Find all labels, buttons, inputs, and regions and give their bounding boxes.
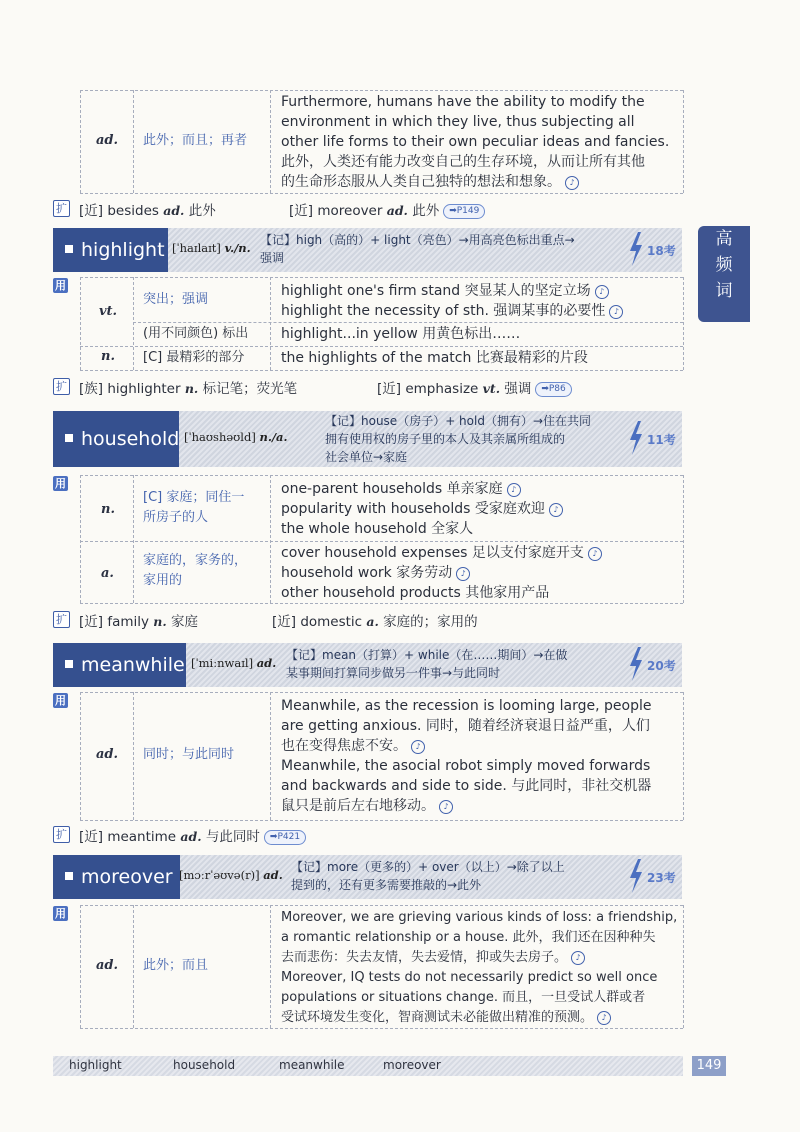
extension-item: [近] moreover ad. 此外 ➡P149 (289, 199, 485, 219)
headword: highlight (53, 228, 168, 272)
phonetic: [mɔːrˈəʊvə(r)] ad. (179, 868, 283, 882)
example-block (281, 92, 669, 192)
pos-label: ad. (96, 747, 119, 762)
entry-header-moreover (53, 855, 682, 899)
usage-icon: 用 (55, 907, 66, 920)
definition: (用不同颜色) 标出 (143, 326, 249, 341)
example-block: cover household expenses 足以支付家庭开支 ♪ household work 家务劳动 ♪ other household products 其他家用产品 (281, 543, 602, 603)
audio-icon[interactable]: ♪ (439, 800, 453, 814)
definition: 突出；强调 (143, 292, 209, 307)
audio-icon[interactable]: ♪ (549, 503, 563, 517)
definition: 同时；与此同时 (143, 747, 235, 762)
definition: [C] 最精彩的部分 (143, 350, 245, 365)
page-reference[interactable]: ➡P149 (443, 204, 485, 219)
side-tab-char: 高 (715, 229, 733, 249)
audio-icon[interactable]: ♪ (588, 547, 602, 561)
exam-frequency: 18考 (647, 244, 676, 258)
footer-word[interactable]: household (173, 1058, 236, 1072)
audio-icon[interactable]: ♪ (571, 951, 585, 965)
memory-tip: 【记】house（房子）+ hold（拥有）→住在共同 拥有使用权的房子里的本人及其亲属所组成的 社会单位→家庭 (325, 414, 592, 464)
pos-label: vt. (99, 304, 118, 319)
example-line: Furthermore, humans have the ability to modify the (281, 94, 645, 110)
audio-icon[interactable]: ♪ (565, 176, 579, 190)
exam-frequency: 23考 (647, 871, 676, 885)
pos-label: n. (101, 349, 115, 364)
audio-icon[interactable]: ♪ (597, 1011, 611, 1025)
lightning-icon (628, 232, 644, 266)
pos-label: ad. (96, 133, 119, 148)
page-reference[interactable]: ➡P86 (535, 382, 571, 397)
audio-icon[interactable]: ♪ (507, 483, 521, 497)
extension-item: [近] family n. 家庭 (79, 614, 199, 630)
extension-item: [近] besides ad. 此外 (79, 203, 216, 219)
phonetic: [ˈhaɪlaɪt] v./n. (172, 241, 251, 255)
example-line: 此外，人类还有能力改变自己的生存环境，从而让所有其他 (281, 154, 645, 170)
footer-word[interactable]: meanwhile (279, 1058, 345, 1072)
page-reference[interactable]: ➡P421 (264, 830, 306, 845)
exam-frequency: 20考 (647, 659, 676, 673)
definition: 此外；而且；再者 (143, 133, 248, 148)
lightning-icon (628, 859, 644, 893)
exam-frequency: 11考 (647, 433, 676, 447)
memory-tip: 【记】mean（打算）+ while（在……期间）→在做 某事期间打算同步做另一件事→与此同时 (286, 648, 568, 680)
memory-tip: 【记】high（高的）+ light（亮色）→用高亮色标出重点→ 强调 (260, 233, 575, 265)
headword: meanwhile (53, 643, 186, 687)
pos-label: ad. (96, 958, 119, 973)
phonetic: [ˈmiːnwaɪl] ad. (191, 656, 277, 670)
usage-icon: 用 (55, 694, 66, 707)
entry-header-highlight (53, 228, 682, 272)
high-frequency-tab (698, 226, 750, 322)
footer-word[interactable]: moreover (383, 1058, 441, 1072)
side-tab-char: 频 (715, 255, 733, 275)
example-block: Moreover, we are grieving various kinds of loss: a friendship, a romantic relationship or a house. 此外，我们还在因种种失 去而悲伤：失去友情，失去爱情，抑或失去房子。 ♪ Moreover, IQ tests do not necessarily predict so well once populations or situations change. 而且，一旦受试人群或者 受试环境发生变化，智商测试未必能做出精准的预测。 ♪ (281, 910, 678, 1025)
entry-header-meanwhile (53, 643, 682, 687)
lightning-icon (628, 421, 644, 455)
example-line: environment in which they live, thus subjecting all (281, 114, 635, 130)
example-block: highlight one's firm stand 突显某人的坚定立场 ♪ highlight the necessity of sth. 强调某事的必要性 ♪ (281, 281, 623, 321)
memory-tip: 【记】more（更多的）+ over（以上）→除了以上 提到的，还有更多需要推敲的→此外 (291, 860, 565, 892)
entry-header-household (53, 411, 682, 467)
side-tab-char: 词 (715, 281, 733, 301)
definition: 家庭的，家务的， 家用的 (143, 553, 248, 588)
usage-icon: 用 (55, 477, 66, 490)
extension-item: [族] highlighter n. 标记笔；荧光笔 (79, 381, 298, 397)
footer-word[interactable]: highlight (69, 1058, 122, 1072)
definition: 此外；而且 (143, 958, 209, 973)
audio-icon[interactable]: ♪ (411, 740, 425, 754)
headword: moreover (53, 855, 180, 899)
extension-item: [近] meantime ad. 与此同时 ➡P421 (79, 825, 306, 845)
lightning-icon (628, 647, 644, 681)
example-line: other life forms to their own peculiar ideas and fancies. (281, 134, 670, 150)
extension-item: [近] domestic a. 家庭的；家用的 (272, 614, 478, 630)
extension-icon: 扩 (53, 611, 70, 628)
audio-icon[interactable]: ♪ (595, 285, 609, 299)
example-block: Meanwhile, as the recession is looming large, people are getting anxious. 同时，随着经济衰退日益严重，人们 也在变得焦虑不安。 ♪ Meanwhile, the asocial robot simply moved forwards and backwards and side to side. 与此同时，非社交机器 鼠只是前后左右地移动。 ♪ (281, 698, 652, 814)
audio-icon[interactable]: ♪ (609, 305, 623, 319)
page-number: 149 (692, 1056, 726, 1076)
definition: [C] 家庭；同住一 所房子的人 (143, 490, 245, 525)
example-block: one-parent households 单亲家庭 ♪ popularity with households 受家庭欢迎 ♪ the whole household 全家人 (281, 479, 563, 539)
pos-label: n. (101, 502, 115, 517)
extension-item: [近] emphasize vt. 强调 ➡P86 (377, 377, 572, 397)
footer-word-index (53, 1056, 683, 1076)
usage-icon: 用 (55, 279, 66, 292)
phonetic: [ˈhaʊshəʊld] n./a. (184, 430, 288, 444)
example-line: highlight...in yellow 用黄色标出…… (281, 326, 521, 342)
example-line: the highlights of the match 比赛最精彩的片段 (281, 350, 588, 366)
extension-icon: 扩 (53, 826, 70, 843)
example-line: 的生命形态服从人类自己独特的想法和想象。 (281, 174, 561, 190)
extension-icon: 扩 (53, 200, 70, 217)
extension-icon: 扩 (53, 378, 70, 395)
audio-icon[interactable]: ♪ (456, 567, 470, 581)
pos-label: a. (101, 566, 114, 581)
headword: household (53, 411, 179, 467)
